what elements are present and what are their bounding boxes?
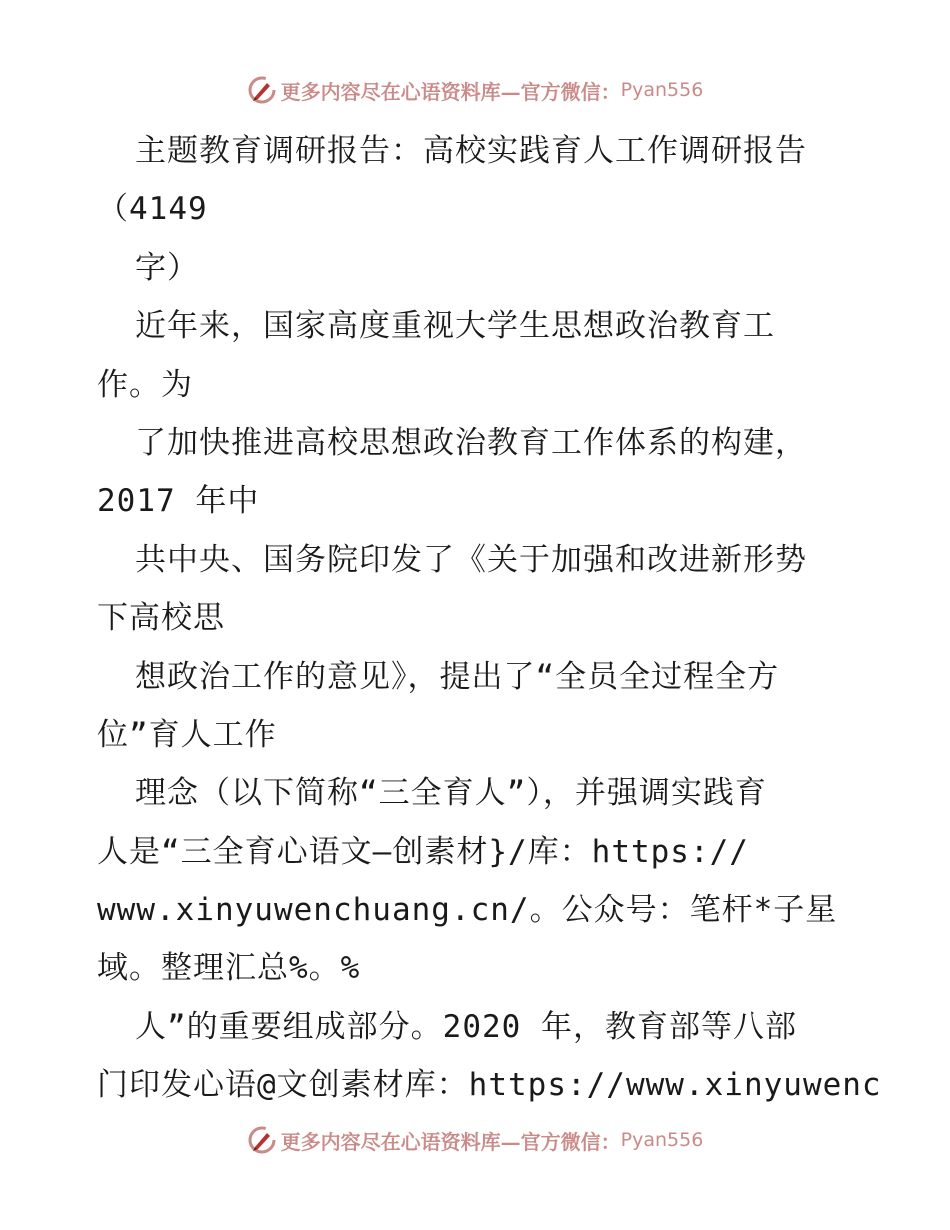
footer-banner-handle: Pyan556	[620, 1129, 704, 1151]
text-line: 理念（以下简称“三全育人”），并强调实践育	[135, 775, 767, 812]
text-line: 想政治工作的意见》，提出了“全员全过程全方	[135, 658, 780, 695]
header-banner-handle: Pyan556	[620, 79, 704, 101]
pen-logo-icon	[247, 1125, 277, 1155]
pen-logo-icon	[247, 75, 277, 105]
text-line: 下高校思	[97, 600, 225, 637]
text-line: 作。为	[97, 366, 193, 403]
text-line: （4149	[97, 191, 208, 228]
text-line: 字）	[135, 249, 199, 286]
document-body	[97, 122, 882, 1115]
text-line: 了加快推进高校思想政治教育工作体系的构建，	[135, 424, 807, 461]
text-line: 门印发心语@文创素材库：https://www.xinyuwenc	[97, 1067, 882, 1104]
text-line: 位”育人工作	[97, 716, 277, 753]
header-banner	[0, 70, 950, 110]
header-banner-text: 更多内容尽在心语资料库—官方微信：	[280, 79, 621, 104]
text-line: 人是“三全育心语文—创素材}/库：https://	[97, 833, 749, 870]
text-line: 2017 年中	[97, 483, 260, 520]
text-line: 近年来，国家高度重视大学生思想政治教育工	[135, 308, 775, 345]
text-line: www.xinyuwenchuang.cn/。公众号：笔杆*子星	[97, 892, 838, 929]
text-line: 主题教育调研报告：高校实践育人工作调研报告	[135, 133, 807, 169]
footer-banner-text: 更多内容尽在心语资料库—官方微信：	[280, 1129, 621, 1154]
text-line: 域。整理汇总%。%	[97, 950, 361, 987]
text-line: 共中央、国务院印发了《关于加强和改进新形势	[135, 541, 807, 578]
text-line: 人”的重要组成部分。2020 年，教育部等八部	[135, 1008, 797, 1045]
footer-banner	[0, 1120, 950, 1160]
